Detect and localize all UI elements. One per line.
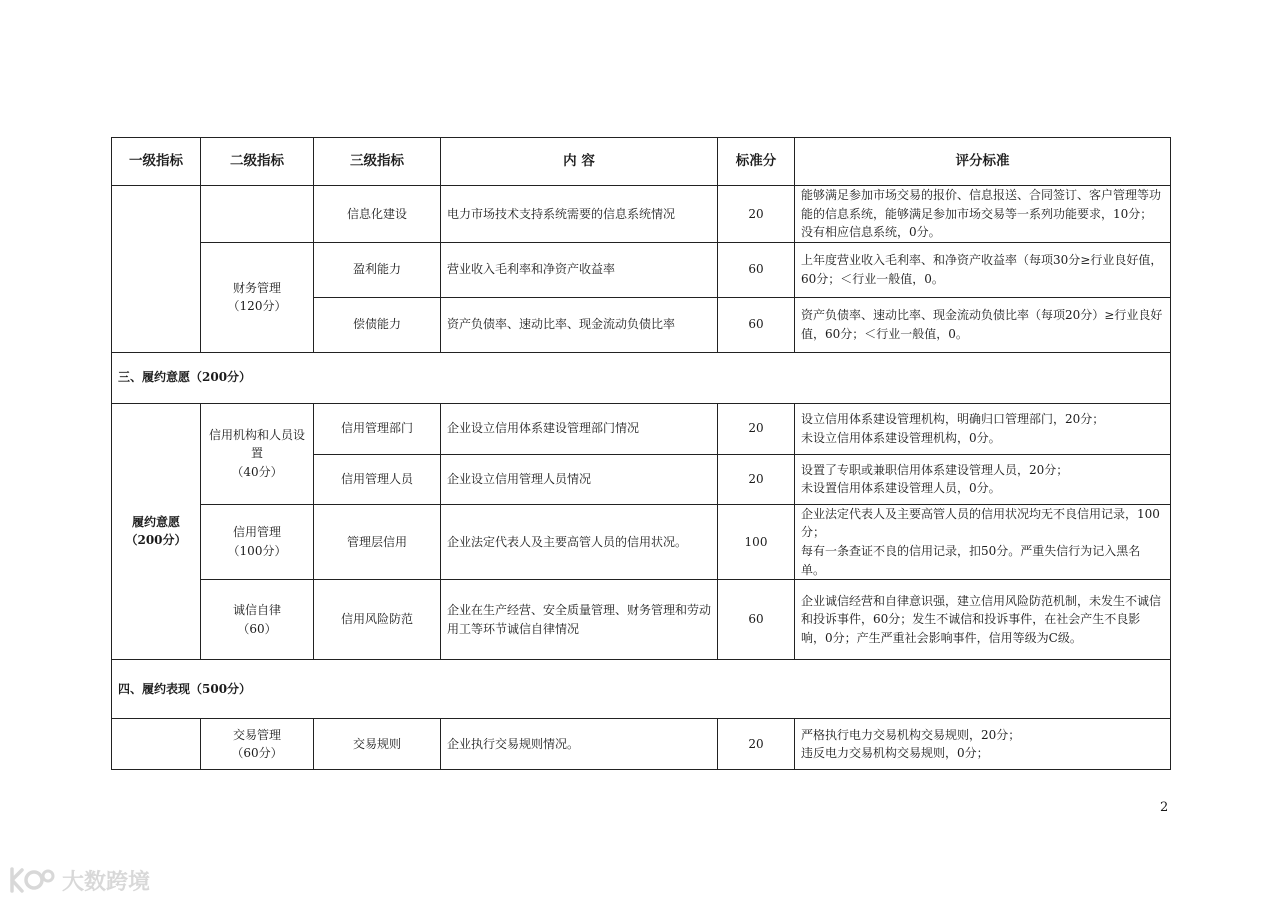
level3-cell: 信用管理人员	[314, 454, 441, 504]
score-cell: 100	[718, 504, 795, 579]
level1-cell-empty	[112, 186, 201, 353]
criteria-cell: 设立信用体系建设管理机构，明确归口管理部门，20分； 未设立信用体系建设管理机构，0分。	[795, 403, 1171, 454]
table-row	[112, 580, 1171, 660]
content-cell: 企业设立信用体系建设管理部门情况	[441, 403, 718, 454]
criteria-cell: 严格执行电力交易机构交易规则，20分； 违反电力交易机构交易规则，0分；	[795, 719, 1171, 770]
content-cell: 企业法定代表人及主要高管人员的信用状况。	[441, 504, 718, 579]
table-row	[112, 242, 1171, 297]
criteria-cell: 资产负债率、速动比率、现金流动负债比率（每项20分）≥行业良好值，60分；＜行业一般值，0。	[795, 297, 1171, 352]
watermark-text: 大数跨境	[62, 869, 151, 895]
level2-cell: 信用管理 （100分）	[201, 504, 314, 579]
score-cell: 60	[718, 580, 795, 660]
logo-icon	[8, 865, 56, 895]
content-cell: 企业执行交易规则情况。	[441, 719, 718, 770]
header-level1: 一级指标	[112, 138, 201, 186]
level3-cell: 管理层信用	[314, 504, 441, 579]
table-row	[112, 403, 1171, 454]
score-cell: 60	[718, 242, 795, 297]
score-cell: 20	[718, 186, 795, 243]
criteria-cell: 能够满足参加市场交易的报价、信息报送、合同签订、客户管理等功能的信息系统，能够满足参加市场交易等一系列功能要求，10分；没有相应信息系统，0分。	[795, 186, 1171, 243]
level1-cell-empty	[112, 719, 201, 770]
section-row	[112, 660, 1171, 719]
level2-cell: 信用机构和人员设置 （40分）	[201, 403, 314, 504]
scoring-table	[111, 137, 1171, 770]
criteria-cell: 设置了专职或兼职信用体系建设管理人员，20分； 未设置信用体系建设管理人员，0分。	[795, 454, 1171, 504]
table-row	[112, 186, 1171, 243]
criteria-cell: 企业法定代表人及主要高管人员的信用状况均无不良信用记录，100分； 每有一条查证不良的信用记录，扣50分。严重失信行为记入黑名单。	[795, 504, 1171, 579]
watermark	[8, 862, 150, 898]
header-content: 内 容	[441, 138, 718, 186]
content-cell: 企业设立信用管理人员情况	[441, 454, 718, 504]
criteria-cell: 企业诚信经营和自律意识强，建立信用风险防范机制，未发生不诚信和投诉事件，60分；发生不诚信和投诉事件，在社会产生不良影响，0分；产生严重社会影响事件，信用等级为C级。	[795, 580, 1171, 660]
section-title: 四、履约表现（500分）	[112, 660, 1171, 719]
criteria-cell: 上年度营业收入毛利率、和净资产收益率（每项30分≥行业良好值，60分；＜行业一般值，0。	[795, 242, 1171, 297]
header-level3: 三级指标	[314, 138, 441, 186]
level2-cell: 诚信自律 （60）	[201, 580, 314, 660]
header-score: 标准分	[718, 138, 795, 186]
content-cell: 资产负债率、速动比率、现金流动负债比率	[441, 297, 718, 352]
level1-cell: 履约意愿 （200分）	[112, 403, 201, 659]
header-row	[112, 138, 1171, 186]
score-cell: 20	[718, 454, 795, 504]
level2-cell: 交易管理 （60分）	[201, 719, 314, 770]
level3-cell: 信息化建设	[314, 186, 441, 243]
table-row	[112, 719, 1171, 770]
section-title: 三、履约意愿（200分）	[112, 352, 1171, 403]
score-cell: 20	[718, 403, 795, 454]
score-cell: 60	[718, 297, 795, 352]
level3-cell: 盈利能力	[314, 242, 441, 297]
page-number: 2	[1160, 800, 1169, 815]
table-row	[112, 504, 1171, 579]
content-cell: 电力市场技术支持系统需要的信息系统情况	[441, 186, 718, 243]
score-cell: 20	[718, 719, 795, 770]
section-row	[112, 352, 1171, 403]
level3-cell: 信用风险防范	[314, 580, 441, 660]
content-cell: 企业在生产经营、安全质量管理、财务管理和劳动用工等环节诚信自律情况	[441, 580, 718, 660]
level2-cell-empty	[201, 186, 314, 243]
header-criteria: 评分标准	[795, 138, 1171, 186]
content-cell: 营业收入毛利率和净资产收益率	[441, 242, 718, 297]
level2-cell: 财务管理 （120分）	[201, 242, 314, 352]
header-level2: 二级指标	[201, 138, 314, 186]
level3-cell: 交易规则	[314, 719, 441, 770]
level3-cell: 偿债能力	[314, 297, 441, 352]
level3-cell: 信用管理部门	[314, 403, 441, 454]
